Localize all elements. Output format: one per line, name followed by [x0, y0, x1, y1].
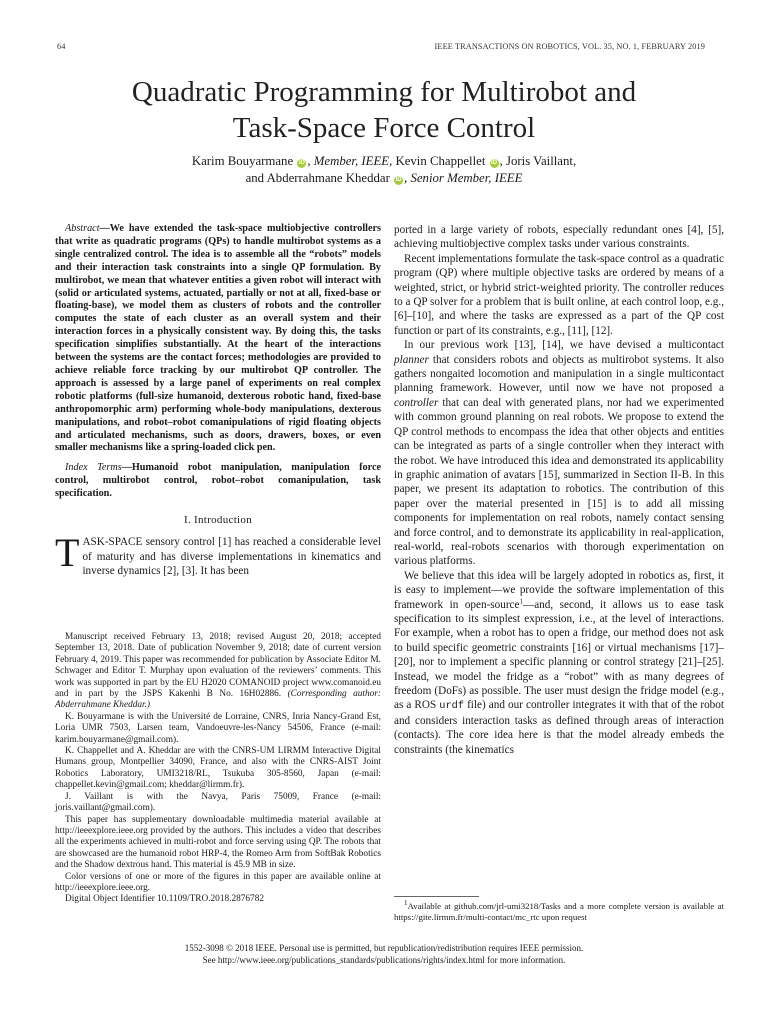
body-paragraph: In our previous work [13], [14], we have devised a multicontact planner that considers robots and objects as multirobot systems. It also gathers nongaited locomotion and manipulation in a single multicontact planning framework. However, until now we have not proposed a controller that can deal with generated plans, nor had we experimented with common ground planning on real robots. We propose to extend the QP control methods to encompass the idea that other objects and entities can be integrated as parts of a single controller when they interact with the robot. We have introduced this idea and demonstrated its applicability in graphic animation of avatars [15], summarized in Section II-B. In this paper, we present its adaptation to robotics. The contribution of this paper over the material presented in [15] is to add all missing components for implementation on real robots, namely contact sensing and force control, and to demonstrate its applicability in real-application, real-world, real-robots scenarios with thorough experimentation on various platforms.: [394, 339, 724, 568]
author-role: , Senior Member, IEEE: [404, 171, 523, 185]
author-list: [0, 153, 768, 187]
code-term: urdf: [439, 700, 464, 713]
paper-title: [0, 74, 768, 146]
abstract: [55, 223, 381, 455]
orcid-icon[interactable]: iD: [298, 160, 305, 166]
page-number: 64: [57, 42, 66, 51]
title-line-2: Task-Space Force Control: [232, 112, 536, 144]
body-paragraph: ported in a large variety of robots, especially redundant ones [4], [5], achieving multiobjective complex tasks under various constraints.: [394, 224, 724, 251]
journal-header: IEEE TRANSACTIONS ON ROBOTICS, VOL. 35, NO. 1, FEBRUARY 2019: [434, 42, 705, 51]
author-name: Karim Bouyarmane: [191, 154, 294, 168]
author-name: , Kevin Chappellet: [389, 154, 486, 168]
footnote-manuscript: Manuscript received February 13, 2018; revised August 20, 2018; accepted September 13, 2018. Date of publication November 9, 2018; date of current version February 4, 2019. This paper was recommended for publication by Associate Editor M. Schwager and Editor T. Murphay upon evaluation of the reviewers’ comments. This work was supported in part by the EU H2020 COMANOID project www.comanoid.eu and in part by the JSPS Kakenhi B No. 16H02886. (Corresponding author: Abderrahmane Kheddar.): [55, 632, 381, 711]
right-footnote: [394, 901, 724, 923]
intro-text: ASK-SPACE sensory control [1] has reached a considerable level of maturity and has diverse implementations in kinematics and inverse dynamics [2], [3]. It has been: [82, 536, 381, 578]
orcid-icon[interactable]: iD: [491, 160, 498, 166]
abstract-lead: Abstract: [65, 223, 100, 234]
footnote-affiliation: K. Chappellet and A. Kheddar are with the CNRS-UM LIRMM Interactive Digital Humans group, Montpellier 34090, France, and also with the CNRS-AIST Joint Robotics Laboratory, UMI3218/RL, Tsukuba 305-8560, Japan (e-mail: chappellet.kevin@gmail.com; kheddar@lirmm.fr).: [55, 746, 381, 791]
left-footnotes: [55, 632, 381, 906]
drop-cap: T: [55, 530, 80, 576]
intro-paragraph: [55, 530, 381, 578]
left-column: [55, 223, 381, 579]
body-paragraph: Recent implementations formulate the task-space control as a quadratic program (QP) where multiple objective tasks are ordered by means of a weighted, strict, or hybrid strict-weighted priority. The controller reduces to a QP solver for a problem that is built online, at each control loop, e.g., [6]–[10], and where the tasks are expressed as a part of the QP cost function or part of its constraints, e.g., [11], [12].: [394, 252, 724, 337]
rights-link[interactable]: See http://www.ieee.org/publications_standards/publications/rights/index.html for more information.: [202, 954, 566, 965]
body-paragraph: We believe that this idea will be largely adopted in robotics as, first, it is easy to implement—we provide the software implementation of this framework in open-source$^1$—and, second, it allows us to ease task specification to its simplest expression, i.e., at the level of interactions. For example, when a robot has to open a fridge, our method does not ask to build specific geometric constraints [16] or virtual mechanisms [17]–[20], nor to implement a specific planning or control strategy [21]–[25]. Instead, we model the fridge as a “robot” with as many degrees of freedom (DoFs) as possible. The user must design the fridge model (e.g., as a ROS urdf file) and our controller integrates it with that of the robot and considers interaction tasks as defined through areas of interaction (contacts). The core idea here is that the model already embeds the constraints (the kinematics: [394, 569, 724, 756]
index-terms-lead: Index Terms: [65, 462, 122, 474]
copyright-line: 1552-3098 © 2018 IEEE. Personal use is permitted, but republication/redistribution requires IEEE permission.: [184, 943, 584, 953]
footnote-mark: 1: [404, 899, 408, 908]
section-heading: I. Introduction: [183, 514, 253, 527]
footnote-mark[interactable]: 1: [519, 596, 523, 605]
copyright-footer: [0, 943, 768, 966]
footnote-color: Color versions of one or more of the figures in this paper are available online at http://ieeexplore.ieee.org.: [55, 871, 381, 893]
author-role: , Member, IEEE: [307, 154, 390, 168]
title-line-1: Quadratic Programming for Multirobot and: [131, 76, 637, 108]
orcid-icon[interactable]: iD: [395, 177, 402, 183]
right-column: [394, 223, 724, 757]
footnote-divider: [394, 896, 479, 897]
author-name: and Abderrahmane Kheddar: [245, 171, 390, 185]
footnote-doi: Digital Object Identifier 10.1109/TRO.2018.2876782: [65, 894, 264, 905]
index-terms: [55, 462, 381, 501]
abstract-text: —We have extended the task-space multiobjective controllers that write as quadratic programs (QPs) to handle multirobot systems as a single centralized control. The idea is to assemble all the “robots” models and their interaction task constraints into a single QP formulation. By multirobot, we mean that whatever entities a given robot will interact with (solid or articulated systems, actuated, partially or not at all, fixed-base or floating-base), we model them as clusters of robots and the controller computes the state of each cluster as an overall system and their interaction forces in a physically consistent way. By doing this, the tasks specification simplifies substantially. At the heart of the interactions between the systems are the contact forces; methodologies are provided to achieve reliable force tracking by our multirobot QP controller. The approach is assessed by a large panel of experiments on real complex robotic platforms (full-size humanoid, dexterous robotic hand, fixed-base anthropomorphic arm) performing whole-body manipulations, dexterous manipulations, and robot–robot comanipulations of rigid floating objects and articulated mechanisms, such as doors, drawers, boxes, or even smaller mechanisms like a spring-loaded click pen.: [55, 223, 381, 454]
footnote-affiliation: J. Vaillant is with the Navya, Paris 75009, France (e-mail: joris.vaillant@gmail.com).: [55, 791, 381, 814]
footnote-affiliation: K. Bouyarmane is with the Université de Lorraine, CNRS, Inria Nancy-Grand Est, Loria UMR 7503, Larsen team, Vandoeuvre-les-Nancy 54506, France (e-mail: karim.bouyarmane@gmail.com).: [55, 711, 381, 745]
index-terms-text: —Humanoid robot manipulation, manipulation force control, multirobot control, robot–robot comanipulation, task specification.: [55, 462, 381, 500]
footnote-supplementary: This paper has supplementary downloadable multimedia material available at http://ieeexplore.ieee.org provided by the authors. This includes a video that describes all the experiments achieved in multi-robot and force serving using QP. The robots that are showcased are the humanoid robot HRP-4, the Romeo Arm from SoftBak Robotics and the Shadow dextrous hand. This material is 45.9 MB in size.: [55, 814, 381, 871]
footnote-text: Available at github.com/jrl-umi3218/Tasks and a more complete version is available at https://gite.lirmm.fr/multi-contact/mc_rtc upon request: [394, 901, 724, 922]
author-name: , Joris Vaillant,: [499, 154, 577, 168]
footnote-corresponding: (Corresponding author: Abderrahmane Kheddar.): [55, 689, 381, 711]
